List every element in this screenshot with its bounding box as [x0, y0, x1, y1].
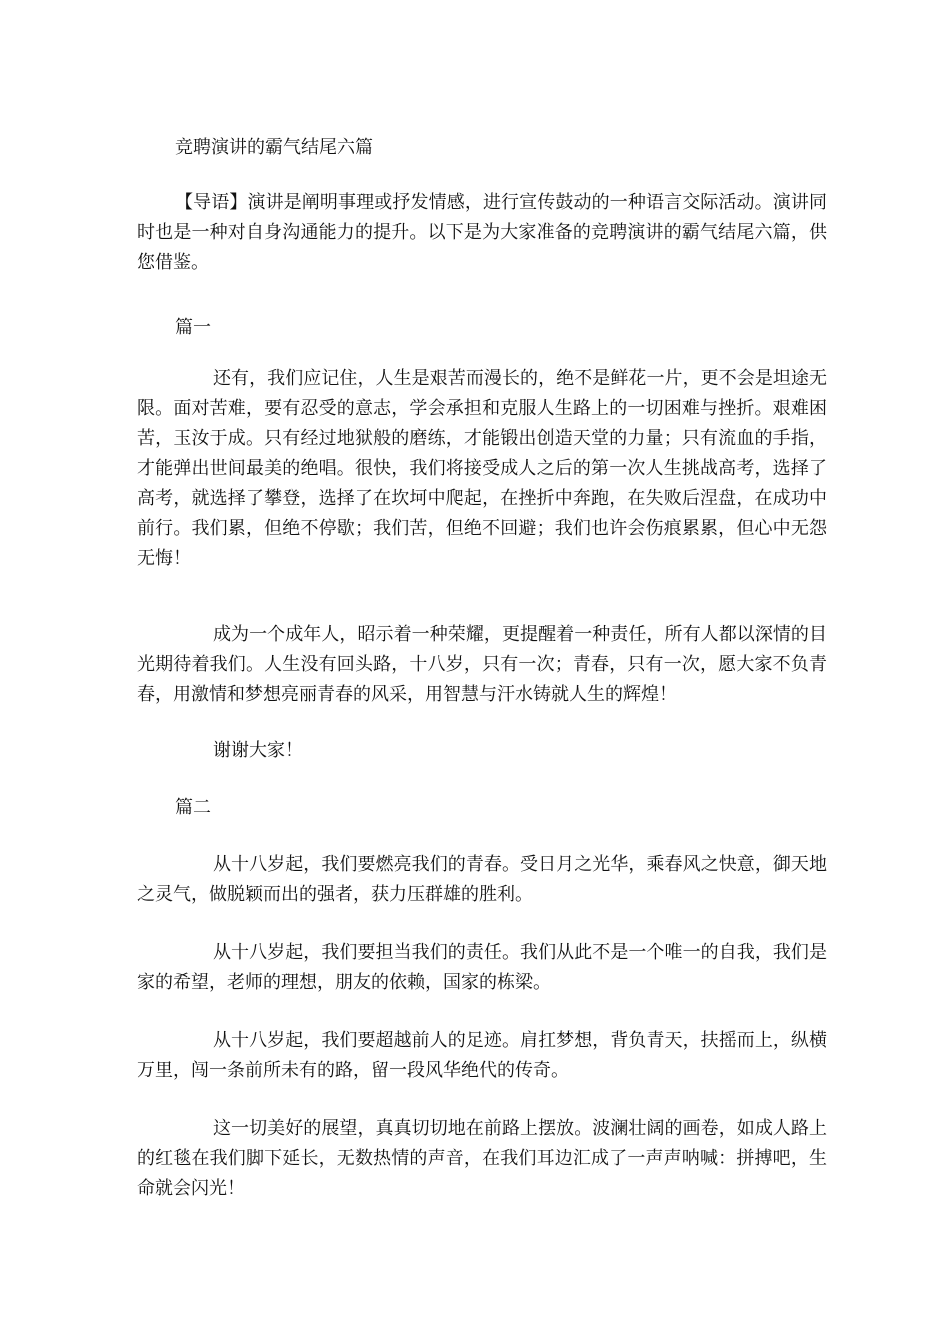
- document-title: 竞聘演讲的霸气结尾六篇: [175, 137, 373, 158]
- section1-paragraph-1: 还有，我们应记住，人生是艰苦而漫长的，绝不是鲜花一片，更不会是坦途无限。面对苦难，要有忍受的意志，学会承担和克服人生路上的一切困难与挫折。艰难困苦，玉汝于成。只有经过地狱般的磨练，才能锻出创造天堂的力量；只有流血的手指，才能弹出世间最美的绝唱。很快，我们将接受成人之后的第一次人生挑战高考，选择了高考，就选择了攀登，选择了在坎坷中爬起，在挫折中奔跑，在失败后涅盘，在成功中前行。我们累，但绝不停歇；我们苦，但绝不回避；我们也许会伤痕累累，但心中无怨无悔！: [137, 368, 827, 569]
- section1-paragraph-2: 成为一个成年人，昭示着一种荣耀，更提醒着一种责任，所有人都以深情的目光期待着我们。人生没有回头路，十八岁，只有一次；青春，只有一次，愿大家不负青春，用激情和梦想亮丽青春的风采，用智慧与汗水铸就人生的辉煌！: [137, 624, 827, 705]
- section2-paragraph-3: 从十八岁起，我们要超越前人的足迹。肩扛梦想，背负青天，扶摇而上，纵横万里，闯一条前所未有的路，留一段风华绝代的传奇。: [137, 1030, 827, 1081]
- section2-paragraph-4: 这一切美好的展望，真真切切地在前路上摆放。波澜壮阔的画卷，如成人路上的红毯在我们脚下延长，无数热情的声音，在我们耳边汇成了一声声呐喊：拼搏吧，生命就会闪光！: [137, 1118, 827, 1199]
- section1-paragraph-3: 谢谢大家！: [213, 740, 303, 761]
- section2-paragraph-2: 从十八岁起，我们要担当我们的责任。我们从此不是一个唯一的自我，我们是家的希望，老师的理想，朋友的依赖，国家的栋梁。: [137, 942, 827, 993]
- section-heading-1: 篇一: [175, 317, 211, 338]
- section-heading-2: 篇二: [175, 797, 211, 818]
- section2-paragraph-1: 从十八岁起，我们要燃亮我们的青春。受日月之光华，乘春风之快意，御天地之灵气，做脱颖而出的强者，获力压群雄的胜利。: [137, 854, 827, 905]
- intro-paragraph: 【导语】演讲是阐明事理或抒发情感，进行宣传鼓动的一种语言交际活动。演讲同时也是一种对自身沟通能力的提升。以下是为大家准备的竞聘演讲的霸气结尾六篇，供您借鉴。: [137, 192, 827, 273]
